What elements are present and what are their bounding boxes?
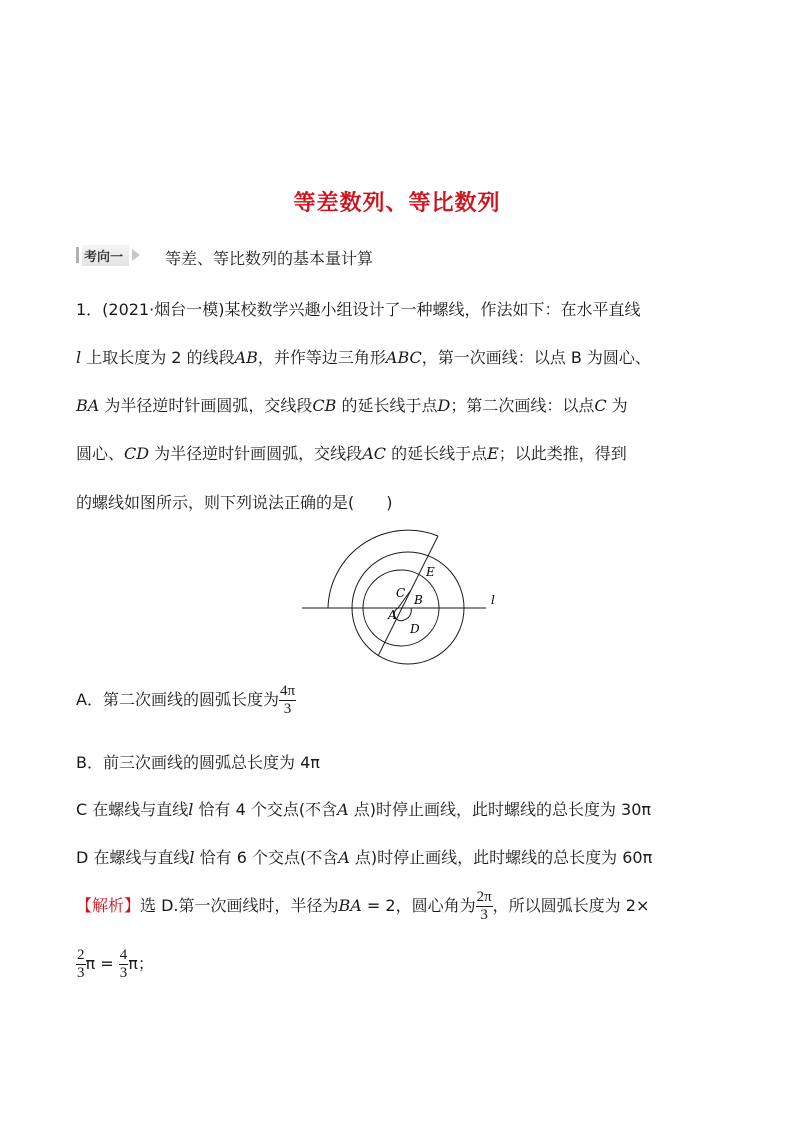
label-d: D — [410, 622, 420, 636]
spiral-figure — [296, 526, 506, 666]
segment-ba: BA — [76, 396, 100, 415]
analysis-line-2 — [76, 947, 154, 982]
option-a — [76, 683, 296, 718]
fraction-numerator: 2π — [476, 889, 492, 905]
section-heading: 等差、等比数列的基本量计算 — [165, 249, 374, 268]
option-c — [76, 797, 651, 820]
analysis-text: π = — [85, 954, 119, 973]
line-l-symbol: l — [189, 848, 195, 867]
problem-text: ，并作等边三角形 — [257, 348, 386, 367]
small-spiral-arc — [404, 608, 411, 620]
option-b-text: B．前三次画线的圆弧总长度为 4π — [76, 753, 320, 772]
point-e: E — [487, 444, 499, 463]
problem-line-4 — [76, 441, 627, 464]
label-l: l — [491, 593, 495, 607]
option-c-text: C 在螺线与直线 — [76, 800, 189, 819]
problem-text: 的螺线如图所示，则下列说法正确的是( ) — [76, 493, 393, 512]
problem-text: 上取长度为 2 的线段 — [81, 348, 235, 367]
problem-text: 的延长线于点 — [385, 444, 488, 463]
analysis-text: = 2，圆心角为 — [361, 896, 476, 915]
point-a: A — [337, 800, 349, 819]
fraction-numerator: 4π — [279, 683, 296, 699]
analysis-line-1 — [76, 889, 649, 924]
page-title: 等差数列、等比数列 — [293, 191, 501, 216]
option-c-text: 点)时停止画线，此时螺线的总长度为 30π — [348, 800, 652, 819]
option-b — [76, 750, 320, 773]
option-d-text: 恰有 6 个交点(不含 — [194, 848, 339, 867]
problem-line-3 — [76, 393, 628, 416]
problem-line-5 — [76, 490, 393, 513]
problem-text: ；以此类推，得到 — [498, 444, 627, 463]
fraction-denominator: 3 — [283, 701, 292, 717]
analysis-text: ，所以圆弧长度为 2× — [492, 896, 650, 915]
problem-text: 为 — [606, 396, 628, 415]
tag-bar — [76, 247, 79, 263]
problem-line-2 — [76, 345, 651, 368]
segment-ac: AC — [362, 444, 386, 463]
fraction-numerator: 4 — [119, 947, 128, 963]
problem-text: 的延长线于点 — [336, 396, 438, 415]
segment-cb: CB — [312, 396, 337, 415]
extension-line — [378, 536, 438, 656]
fraction-denominator: 3 — [480, 907, 488, 923]
segment-cd: CD — [124, 444, 150, 463]
triangle-arrow-icon — [132, 249, 140, 261]
option-d-text: 点)时停止画线，此时螺线的总长度为 60π — [349, 848, 653, 867]
fraction-numerator: 2 — [77, 947, 85, 963]
fraction — [119, 947, 129, 982]
fraction — [76, 947, 86, 982]
label-a: A — [388, 608, 397, 622]
section-tag — [76, 244, 140, 266]
analysis-text: 选 D.第一次画线时，半径为 — [140, 896, 339, 915]
line-l-symbol: l — [188, 800, 194, 819]
option-c-text: 恰有 4 个交点(不含 — [193, 800, 338, 819]
point-a: A — [338, 848, 350, 867]
fraction — [279, 683, 296, 718]
option-a-text: A．第二次画线的圆弧长度为 — [76, 690, 279, 709]
label-c: C — [396, 586, 406, 600]
problem-text: 为半径逆时针画圆弧，交线段 — [99, 396, 313, 415]
option-d-text: D 在螺线与直线 — [76, 848, 190, 867]
section-tag-label: 考向一 — [82, 245, 129, 266]
problem-text: 圆心、 — [76, 444, 125, 463]
problem-line-1 — [76, 297, 640, 320]
point-c: C — [594, 396, 607, 415]
problem-text: ，第一次画线：以点 B 为圆心、 — [421, 348, 651, 367]
analysis-text: π； — [128, 954, 154, 973]
triangle-abc: ABC — [385, 348, 422, 367]
point-d: D — [437, 396, 451, 415]
segment-ab: AB — [234, 348, 258, 367]
problem-text: 1．(2021·烟台一模)某校数学兴趣小组设计了一种螺线，作法如下：在水平直线 — [76, 300, 641, 319]
option-d — [76, 845, 652, 868]
fraction-denominator: 3 — [77, 965, 85, 981]
fraction-denominator: 3 — [119, 965, 128, 981]
problem-text: ；第二次画线：以点 — [450, 396, 595, 415]
analysis-label: 【解析】 — [76, 896, 141, 915]
fraction — [476, 889, 493, 924]
label-e: E — [426, 565, 435, 579]
label-b: B — [414, 593, 423, 607]
segment-ba: BA — [338, 896, 362, 915]
line-l-symbol: l — [76, 348, 82, 367]
problem-text: 为半径逆时针画圆弧，交线段 — [149, 444, 363, 463]
